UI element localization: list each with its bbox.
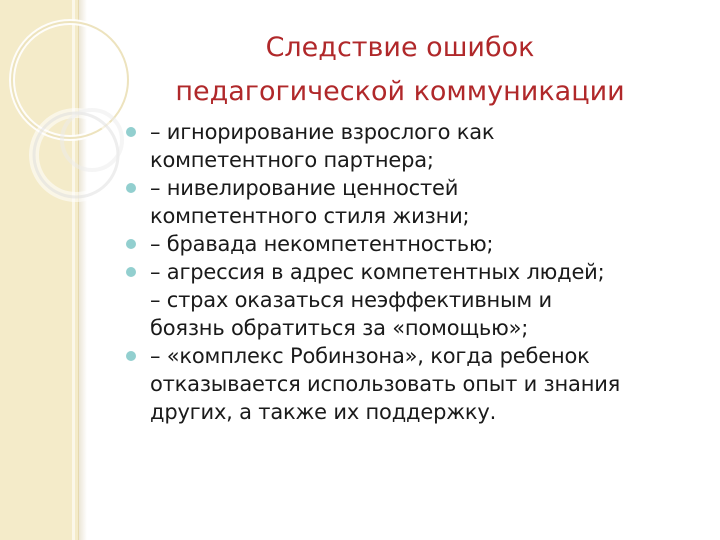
list-item — [130, 118, 705, 174]
list-item-line: – бравада некомпетентностью; — [150, 232, 494, 256]
list-item-line: компетентного партнера; — [150, 148, 434, 172]
list-item — [130, 230, 705, 258]
slide-title — [110, 26, 690, 114]
list-item — [130, 174, 705, 230]
list-item-line: – игнорирование взрослого как — [150, 120, 495, 144]
title-line-1: Следствие ошибок — [265, 32, 535, 63]
list-item — [130, 342, 705, 426]
list-item-line: боязнь обратиться за «помощью»; — [150, 316, 529, 340]
bullet-dot-icon — [126, 267, 136, 277]
bullet-dot-icon — [126, 183, 136, 193]
list-item-line: – нивелирование ценностей — [150, 176, 459, 200]
list-item-line: – страх оказаться неэффективным и — [150, 288, 552, 312]
bullet-dot-icon — [126, 239, 136, 249]
title-line-2: педагогической коммуникации — [175, 76, 625, 107]
list-item-line: отказывается использовать опыт и знания — [150, 372, 621, 396]
bullet-list — [130, 118, 705, 426]
bullet-dot-icon — [126, 351, 136, 361]
list-item-line: компетентного стиля жизни; — [150, 204, 470, 228]
bullet-dot-icon — [126, 127, 136, 137]
list-item-line: других, а также их поддержку. — [150, 400, 497, 424]
list-item — [130, 258, 705, 342]
list-item-line: – агрессия в адрес компетентных людей; — [150, 260, 605, 284]
list-item-line: – «комплекс Робинзона», когда ребенок — [150, 344, 590, 368]
